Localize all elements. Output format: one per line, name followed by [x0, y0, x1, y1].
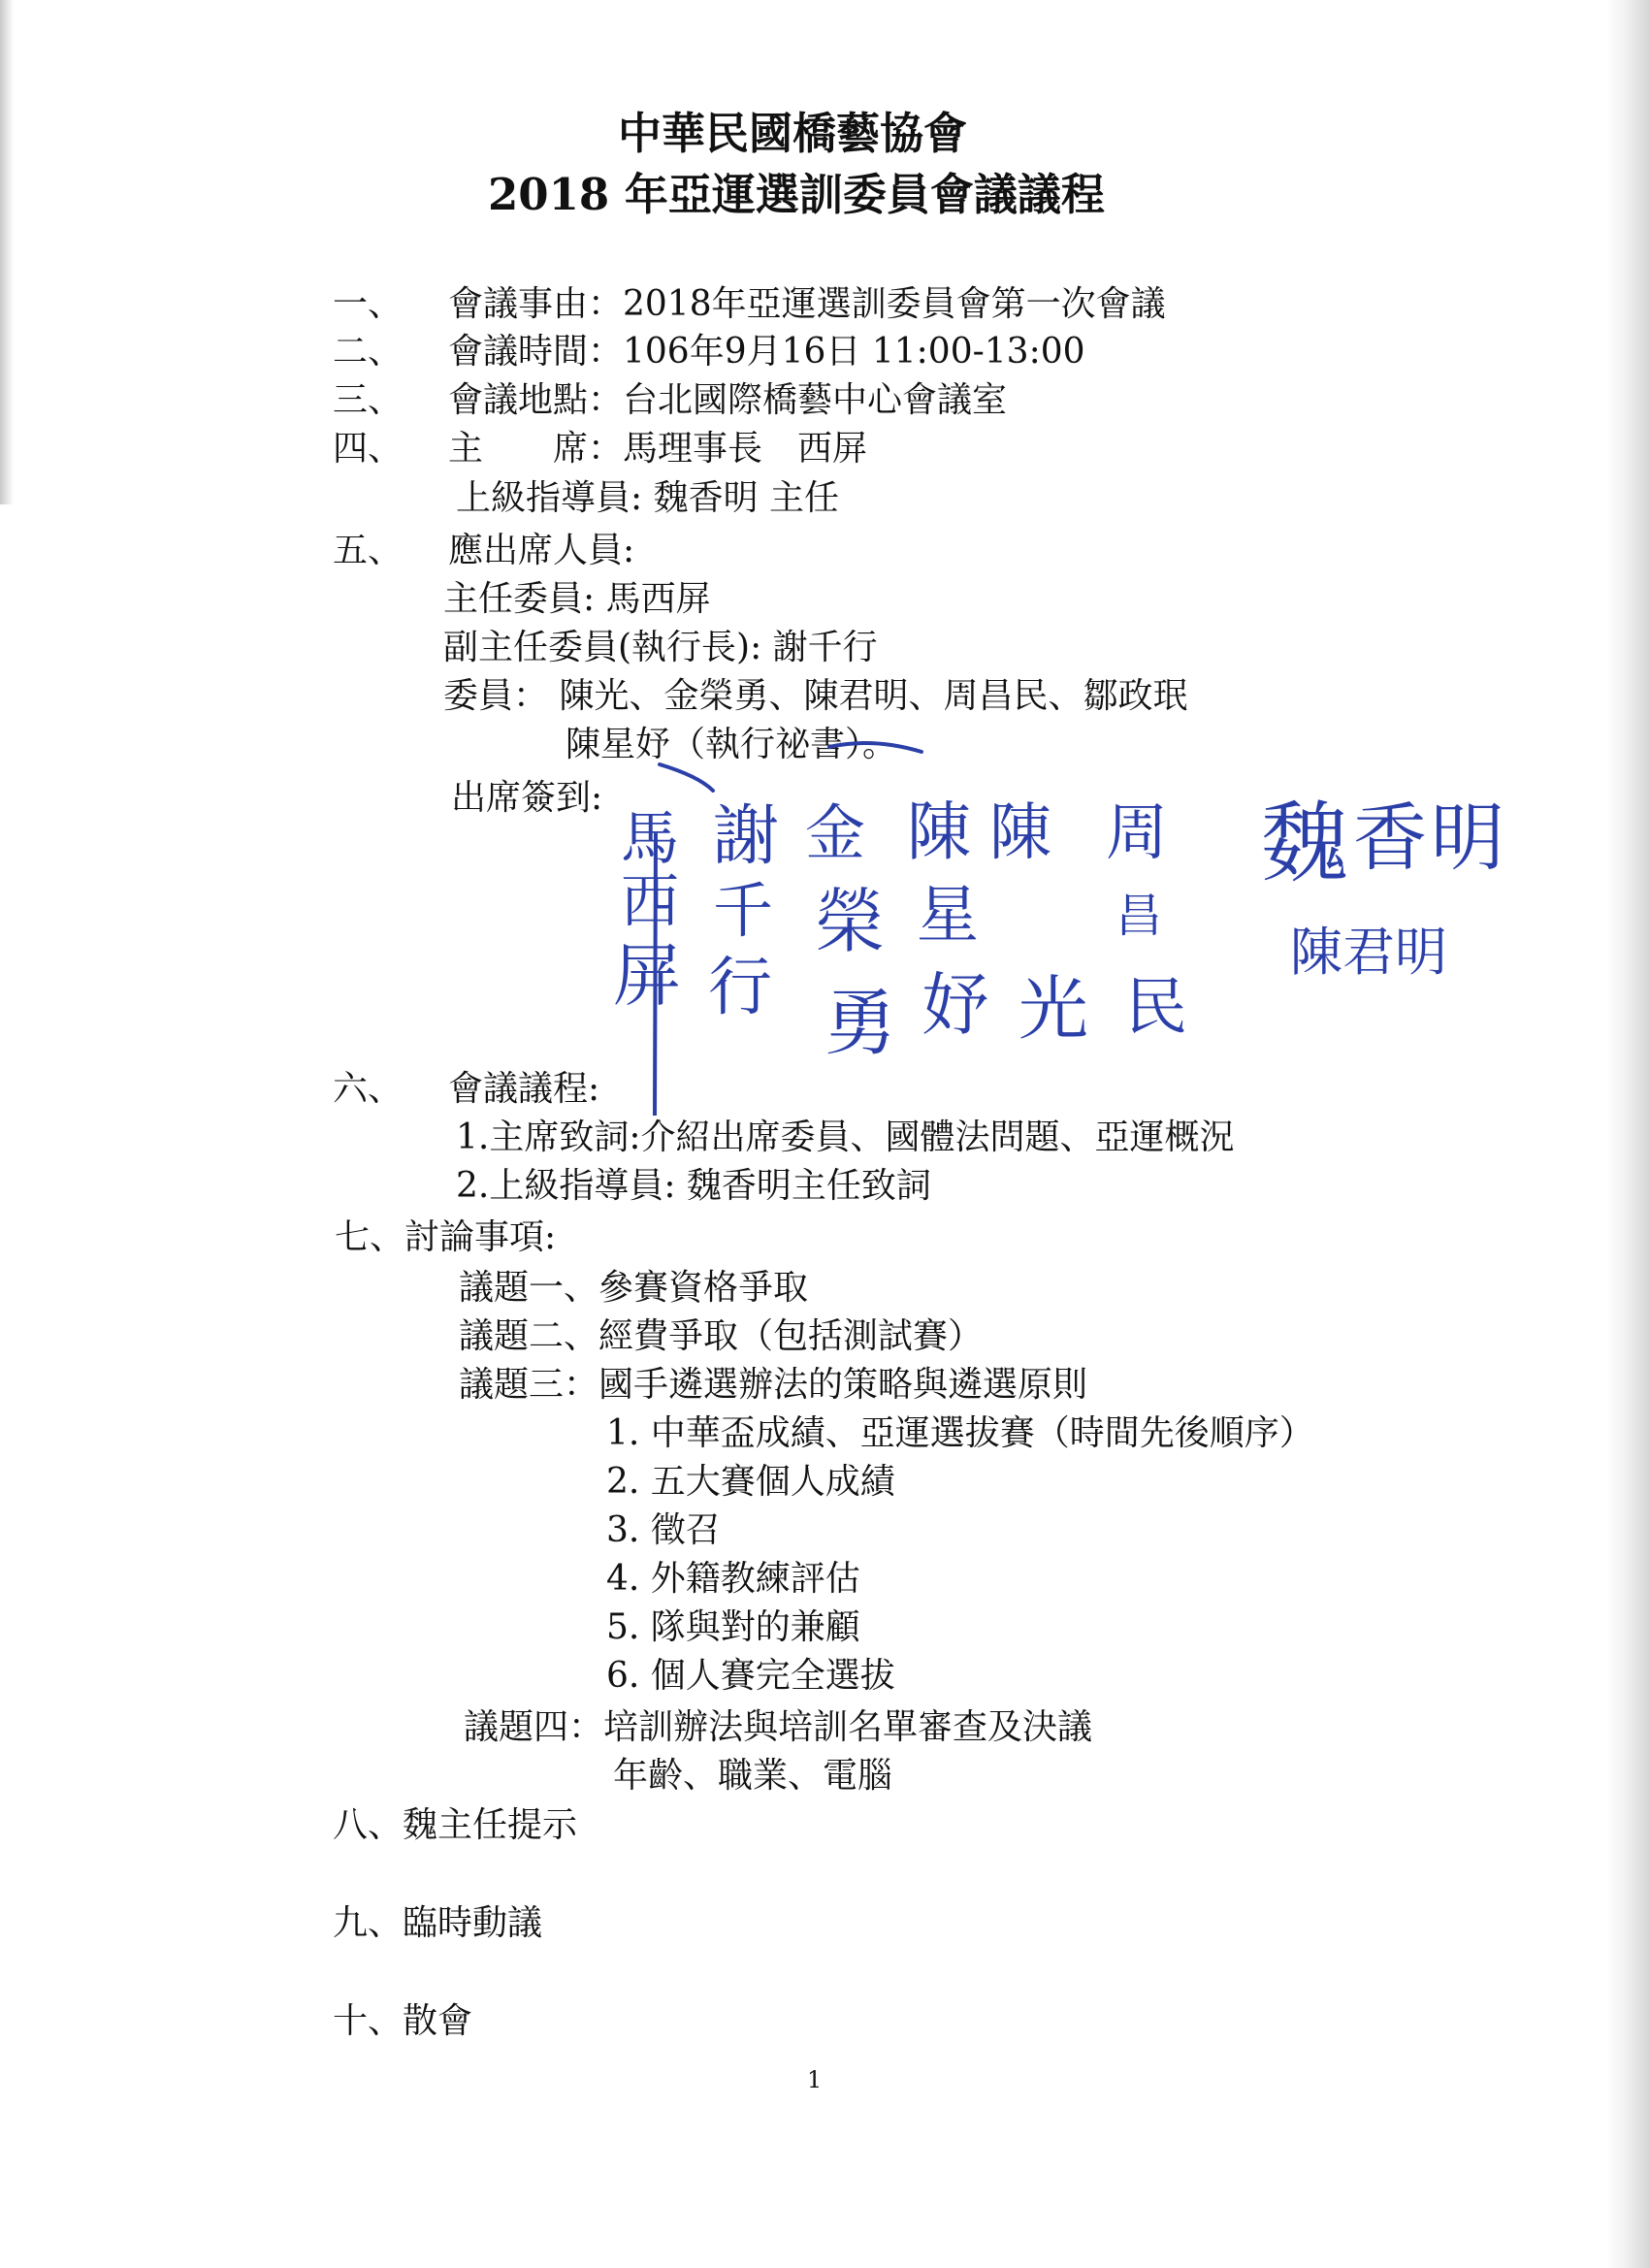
- item-7-topic-3-sub-1: 1. 中華盃成績、亞運選拔賽（時間先後順序）: [606, 1413, 1314, 1453]
- org-title: 中華民國橋藝協會: [618, 108, 968, 159]
- item-7-topic-1: 議題一、參賽資格爭取: [459, 1268, 809, 1308]
- item-7-topic-3-sub-2: 2. 五大賽個人成績: [606, 1462, 895, 1502]
- signature-chen-chun-ming: 陳君明: [1290, 922, 1447, 983]
- signature-chou-2: 昌: [1116, 889, 1163, 943]
- signature-wei-3: 明: [1431, 794, 1504, 881]
- item-9-extempore-motions: 九、臨時動議: [333, 1903, 543, 1943]
- item-7-topic-3-sub-6: 6. 個人賽完全選拔: [606, 1656, 895, 1696]
- signature-hsieh-1: 謝: [713, 798, 780, 875]
- item-3-location: 會議地點：台北國際橋藝中心會議室: [448, 380, 1008, 420]
- item-7-topic-3-sub-3: 3. 徵召: [606, 1510, 721, 1550]
- signature-chen-star-1: 陳: [907, 794, 971, 869]
- signature-wei-2: 香: [1353, 794, 1427, 881]
- item-1-number: 一、: [333, 284, 404, 324]
- item-1-purpose: 會議事由：2018年亞運選訓委員會第一次會議: [448, 284, 1166, 324]
- item-7-topic-3: 議題三：國手遴選辦法的策略與遴選原則: [459, 1365, 1088, 1405]
- handwritten-signatures: [0, 0, 1649, 1116]
- item-3-number: 三、: [333, 380, 404, 420]
- item-5-vice-chair: 副主任委員(執行長): 謝千行: [443, 628, 878, 667]
- signature-chou-1: 周: [1106, 797, 1168, 869]
- signature-chin-1: 金: [805, 797, 866, 868]
- page-number: 1: [807, 2066, 823, 2093]
- item-5-number: 五、: [333, 531, 404, 570]
- item-2-time: 會議時間：106年9月16日 11:00-13:00: [448, 332, 1085, 372]
- item-5-committee-chair: 主任委員: 馬西屏: [443, 579, 711, 619]
- agenda-title: 2018 年亞運選訓委員會議議程: [488, 169, 1105, 220]
- item-4-number: 四、: [333, 429, 404, 469]
- item-4-supervisor: 上級指導員: 魏香明 主任: [456, 478, 840, 518]
- item-5-attendees-heading: 應出席人員:: [448, 531, 635, 570]
- item-5-members-cont: 陳星妤（執行祕書）。: [566, 725, 898, 764]
- item-7-topic-3-sub-4: 4. 外籍教練評估: [606, 1559, 860, 1599]
- signature-chou-3: 民: [1125, 972, 1187, 1044]
- signature-ma-2: 西: [621, 868, 679, 936]
- item-10-adjournment: 十、散會: [333, 2001, 473, 2041]
- signature-chen-star-3: 妤: [922, 965, 989, 1045]
- signature-chin-3: 勇: [824, 982, 896, 1065]
- item-7-topic-4-sub: 年齡、職業、電腦: [613, 1756, 893, 1796]
- item-5-members: 委員： 陳光、金榮勇、陳君明、周昌民、鄒政珉: [443, 676, 1188, 716]
- signature-hsieh-2: 千: [713, 875, 774, 946]
- item-6-agenda-heading: 會議議程:: [448, 1069, 600, 1109]
- signature-ma-1: 馬: [621, 805, 679, 873]
- item-2-number: 二、: [333, 332, 404, 372]
- item-7-topic-3-sub-5: 5. 隊與對的兼顧: [606, 1607, 860, 1647]
- item-6-agenda-2: 2.上級指導員: 魏香明主任致詞: [456, 1166, 931, 1206]
- signature-chenkuang-2: 光: [1018, 968, 1089, 1050]
- item-7-topic-4: 議題四：培訓辦法與培訓名單審查及決議: [464, 1707, 1093, 1747]
- signature-ma-3: 屏: [613, 936, 681, 1016]
- item-7-topic-2: 議題二、經費爭取（包括測試賽）: [459, 1316, 984, 1356]
- signature-wei-1: 魏: [1261, 793, 1348, 894]
- signature-chin-2: 榮: [815, 881, 886, 962]
- item-6-number: 六、: [333, 1069, 404, 1109]
- item-7-discussion-heading: 七、討論事項:: [335, 1217, 557, 1257]
- item-5-signin-label: 出席簽到:: [451, 778, 603, 818]
- item-4-chairperson: 主 席：馬理事長 西屏: [448, 429, 868, 469]
- signature-chenkuang-1: 陳: [989, 797, 1051, 869]
- item-8-director-notes: 八、魏主任提示: [333, 1805, 578, 1845]
- signature-hsieh-3: 行: [708, 950, 772, 1024]
- item-6-agenda-1: 1.主席致詞:介紹出席委員、國體法問題、亞運概況: [456, 1118, 1235, 1157]
- signature-chen-star-2: 星: [917, 880, 979, 952]
